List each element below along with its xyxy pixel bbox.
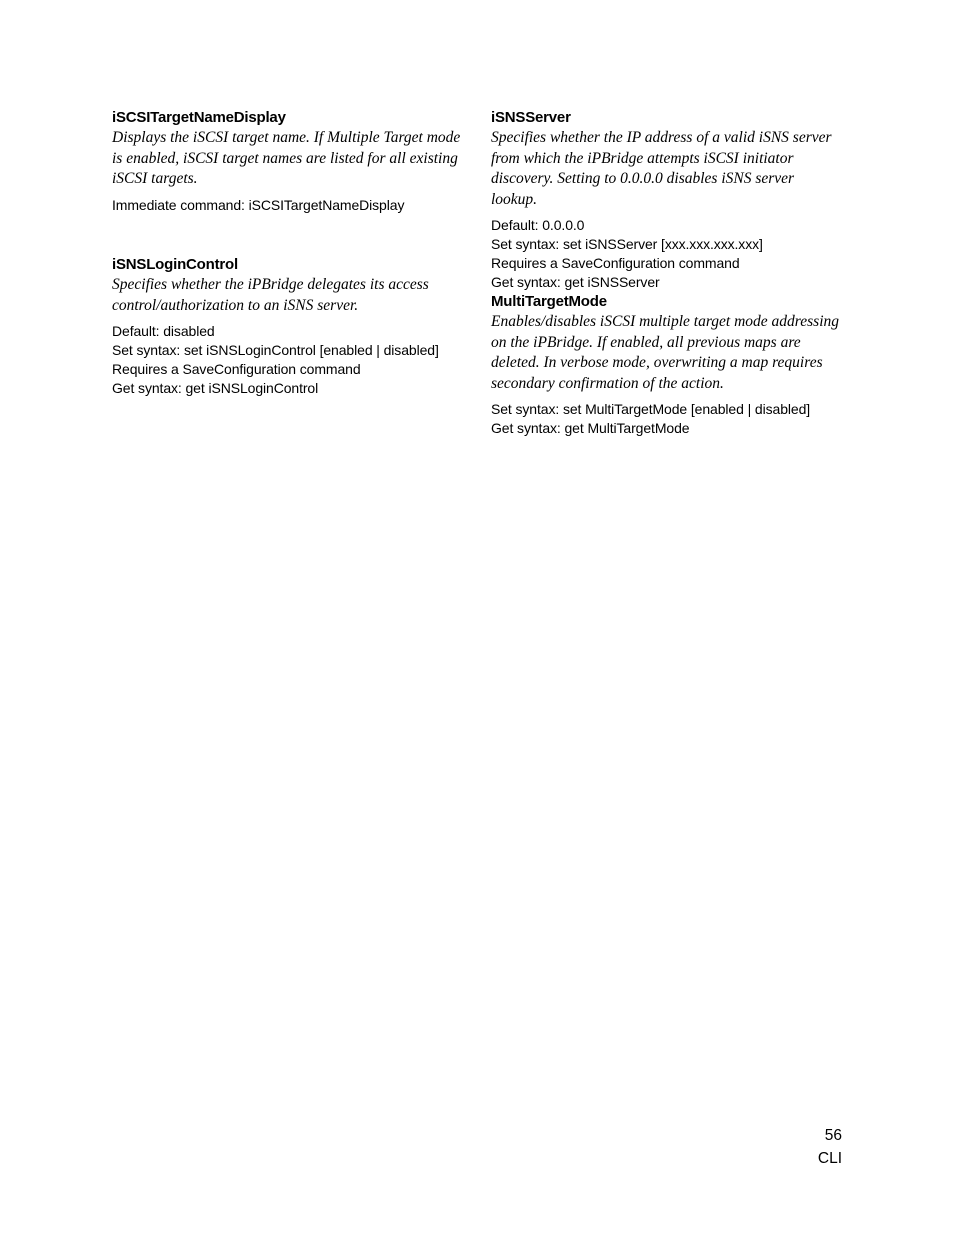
right-column [491,108,843,438]
entry-detail-line: Set syntax: set MultiTargetMode [enabled | disabled] [491,401,811,417]
entry-isns-server [491,108,843,292]
entry-multi-target-mode [491,292,843,438]
entry-description: Specifies whether the IP address of a valid iSNS server from which the iPBridge attempts iSCSI initiator discovery. Setting to 0.0.0.0 disables iSNS server lookup. [491,129,832,208]
entry-iscsi-target-name-display [112,108,464,255]
entry-description: Enables/disables iSCSI multiple target mode addressing on the iPBridge. If enabled, all previous maps are deleted. In verbose mode, overwriting a map requires secondary confirmation of the action. [491,313,840,392]
entry-title: MultiTargetMode [491,293,607,310]
entry-detail-line: Get syntax: get MultiTargetMode [491,420,690,436]
entry-details [112,322,464,398]
page-number: 56 [824,1127,842,1144]
page-footer [818,1124,842,1170]
entry-detail-line: Set syntax: set iSNSLoginControl [enabled | disabled] [112,342,439,358]
entry-title: iSNSLoginControl [112,256,238,273]
entry-detail-line: Set syntax: set iSNSServer [xxx.xxx.xxx.xxx] [491,236,763,252]
entry-details [491,400,843,438]
section-label: CLI [817,1150,842,1167]
entry-title: iSCSITargetNameDisplay [112,109,286,126]
entry-description: Specifies whether the iPBridge delegates its access control/authorization to an iSNS server. [112,276,429,314]
entry-details [491,216,843,292]
entry-detail-line: Requires a SaveConfiguration command [491,255,740,271]
entry-description: Displays the iSCSI target name. If Multiple Target mode is enabled, iSCSI target names are listed for all existing iSCSI targets. [112,129,461,187]
entry-detail-line: Immediate command: iSCSITargetNameDisplay [112,196,405,213]
entry-detail-line: Default: 0.0.0.0 [491,217,585,233]
entry-details [112,196,464,215]
entry-detail-line: Get syntax: get iSNSLoginControl [112,380,319,396]
entry-detail-line: Get syntax: get iSNSServer [491,274,660,290]
entry-title: iSNSServer [491,109,571,126]
entry-isns-login-control [112,255,464,398]
entry-detail-line: Default: disabled [112,323,215,339]
entry-detail-line: Requires a SaveConfiguration command [112,361,361,377]
left-column [112,108,464,398]
